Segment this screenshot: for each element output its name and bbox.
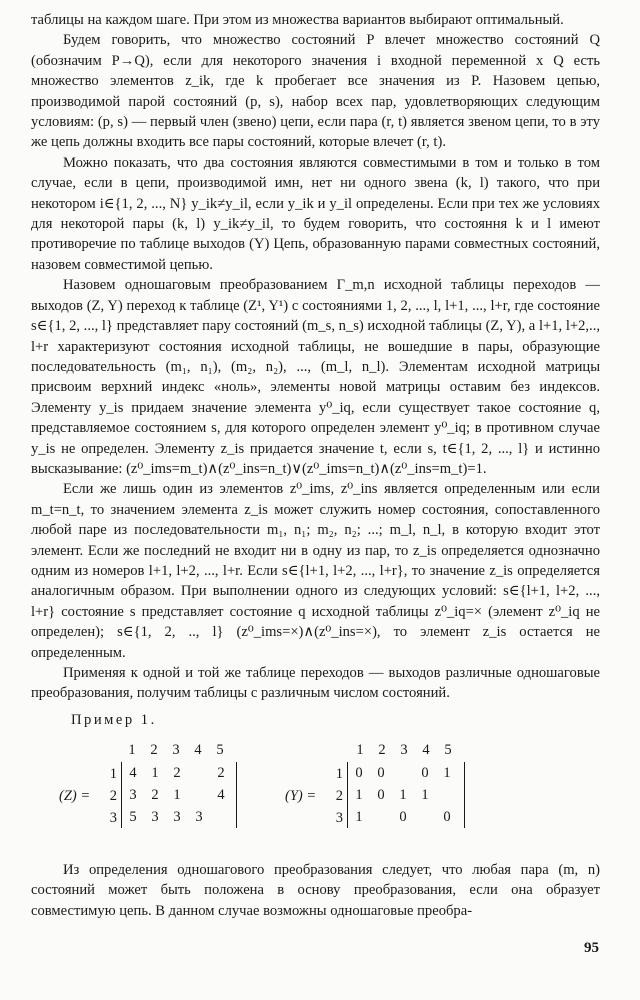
- matrix-cell: 0: [443, 808, 451, 825]
- matrix-cell: 2: [173, 764, 181, 781]
- col-header: 4: [422, 741, 430, 758]
- matrix-y: [285, 742, 485, 860]
- example-matrices: [31, 742, 600, 860]
- matrix-cell: 1: [151, 764, 159, 781]
- matrix-cell: 1: [355, 786, 363, 803]
- col-header: 2: [150, 741, 158, 758]
- paragraph-continuation: таблицы на каждом шаге. При этом из множества вариантов выбирают оптимальный.: [31, 12, 564, 28]
- matrix-z-body: [121, 762, 237, 828]
- matrix-cell: 4: [217, 786, 225, 803]
- col-header: 5: [216, 741, 224, 758]
- paragraph-one-step-transform: Назовем одношаговым преобразованием Γ_m,n исходной таблицы переходов — выходов (Z, Y) переход к таблице (Z¹, Y¹) с состояниями 1, 2, ..., l, l+1, ..., l+r, где состояние s∈{1, 2, ..., l} представляет пару состояний (m_s, n_s) исходной таблицы (Z, Y), а l+1, l+2,.., l+r характеризуют состояния исходной таблицы, не вошедшие в пары, образующие последовательность (m₁, n₁), (m₂, n₂), ..., (m_l, n_l). Элементам исходной матрицы присвоим верхний индекс «ноль», элементы новой матрицы оставим без индексов. Элементу y_is придаем значение элемента y⁰_iq, если существует такое состояние q, представляемое состоянием s, для которого определен элемент y⁰_iq; в противном случае y_is не определен. Элементу z_is придается значение t, если s, t∈{1, 2, ..., l} и истинно высказывание: (z⁰_ims=m_t)∧(z⁰_ins=n_t)∨(z⁰_ims=n_t)∧(z⁰_ins=m_t)=1.: [31, 277, 600, 477]
- matrix-cell: 0: [421, 764, 429, 781]
- matrix-cell: 3: [173, 808, 181, 825]
- row-label: 1: [335, 765, 343, 782]
- matrix-cell: 1: [355, 808, 363, 825]
- matrix-cell: 3: [195, 808, 203, 825]
- matrix-cell: 1: [399, 786, 407, 803]
- row-label: 2: [109, 787, 117, 804]
- matrix-z-label: (Z) =: [59, 787, 91, 804]
- matrix-cell: 1: [443, 764, 451, 781]
- col-header: 2: [378, 741, 386, 758]
- paragraph-conclusion: Из определения одношагового преобразования следует, что любая пара (m, n) состояний может быть положена в основу преобразования, если она образует совместимую цепь. В данном случае возможны одношаговые преобра-: [31, 861, 600, 919]
- paragraph-single-element: Если же лишь один из элементов z⁰_ims, z⁰_ins является определенным или если m_t=n_t, то значением элемента z_is может служить номер состояния, сопоставленного любой паре из последовательности m₁, n₁; m₂, n₂; ...; m_l, n_l, в которую входит этот элемент. Если же последний не входит ни в одну из пар, то z_is определяется однозначно одним из номеров l+1, l+2, ..., l+r. Если s∈{l+1, l+2, ..., l+r}, то значение z_is определяется аналогичным образом. При выполнении одного из следующих условий: s∈{l+1, l+2, ..., l+r} состояние s представляет состояние q исходной таблицы z⁰_iq=× (элемент z⁰_iq не определен); s∈{1, 2, .., l} (z⁰_ims=×)∧(z⁰_ins=×), то элемент z_is остается не определенным.: [31, 481, 600, 661]
- row-label: 3: [109, 809, 117, 826]
- matrix-cell: 0: [377, 764, 385, 781]
- col-header: 5: [444, 741, 452, 758]
- matrix-cell: 0: [355, 764, 363, 781]
- matrix-cell: 0: [377, 786, 385, 803]
- matrix-cell: 3: [151, 808, 159, 825]
- page-body: [31, 10, 600, 921]
- col-header: 1: [128, 741, 136, 758]
- col-header: 1: [356, 741, 364, 758]
- col-header: 3: [400, 741, 408, 758]
- matrix-cell: 1: [421, 786, 429, 803]
- paragraph-implication: Будем говорить, что множество состояний P влечет множество состояний Q (обозначим P→Q), если для некоторого значения i входной переменной x Q есть множество элементов z_ik, где k пробегает все значения из P. Назовем цепью, производимой парой состояний (p, s), набор всех пар, удовлетворяющих следующим условиям: (p, s) — первый член (звено) цепи, если пара (r, t) является звеном цепи, то в эту же цепь должны входить все пары состояний, которые влечет (r, t).: [31, 32, 600, 151]
- matrix-cell: 1: [173, 786, 181, 803]
- matrix-cell: 4: [129, 764, 137, 781]
- col-header: 4: [194, 741, 202, 758]
- matrix-y-label: (Y) =: [285, 787, 317, 804]
- row-label: 3: [335, 809, 343, 826]
- example-title: Пример 1.: [71, 711, 157, 728]
- matrix-y-body: [347, 762, 465, 828]
- row-label: 1: [109, 765, 117, 782]
- row-label: 2: [335, 787, 343, 804]
- col-header: 3: [172, 741, 180, 758]
- matrix-cell: 2: [151, 786, 159, 803]
- matrix-cell: 5: [129, 808, 137, 825]
- page-number: 95: [584, 940, 599, 956]
- matrix-cell: 0: [399, 808, 407, 825]
- matrix-cell: 2: [217, 764, 225, 781]
- matrix-z: [59, 742, 259, 860]
- paragraph-compatibility: Можно показать, что два состояния являются совместимыми в том и только в том случае, если в цепи, производимой имн, нет ни одного звена (k, l) такого, что при некотором i∈{1, 2, ..., N} y_ik≠y_il, если y_ik и y_il определены. Если при тех же условиях для некоторой пары (k, l) y_ik≠y_il, то будем говорить, что состояння k и l имеют противоречие по таблице выходов (Y) Цепь, образованную парами совместных состояний, назовем совместимой цепью.: [31, 154, 600, 273]
- paragraph-applying: Применяя к одной и той же таблице переходов — выходов различные одношаговые преобразования, получим таблицы с различным числом состояний.: [31, 665, 600, 702]
- matrix-cell: 3: [129, 786, 137, 803]
